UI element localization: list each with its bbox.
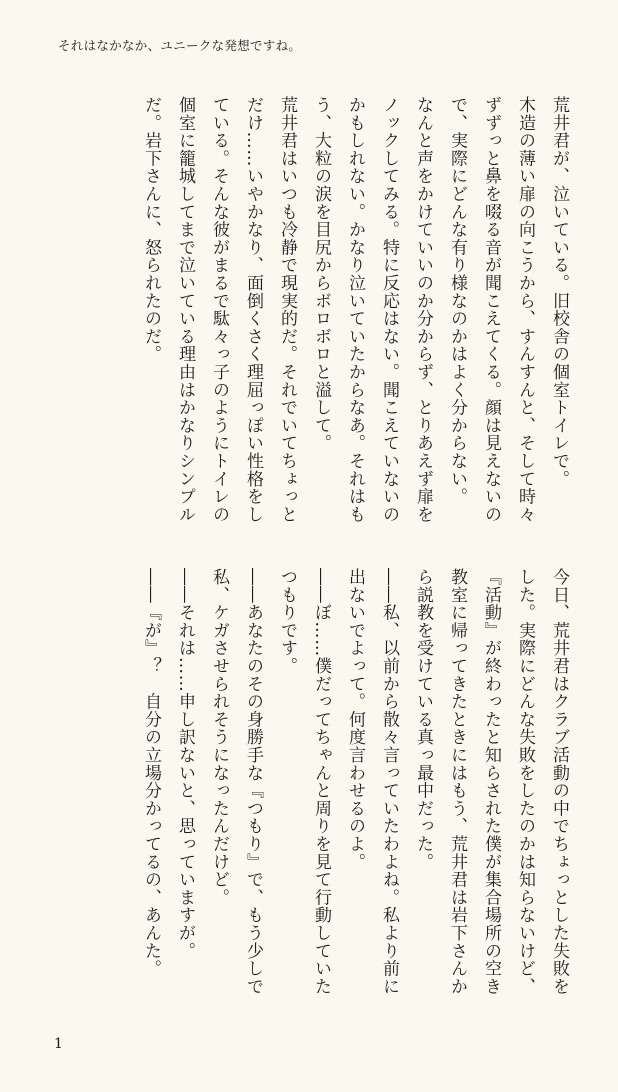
dialogue-line: ――私、以前から散々言っていたわよね。私より前に出ないでよって。何度言わせるのよ。 <box>345 568 399 996</box>
paragraph: 今日、荒井君はクラブ活動の中でちょっとした失敗をした。実際にどんな失敗をしたのかは知らないけど、『活動』が終わったと知らされた僕が集合場所の空き教室に帰ってきたときにはもう、荒井君は岩下さんから説教を受けている真っ最中だった。 <box>413 568 569 996</box>
paragraph: 木造の薄い扉の向こうから、すんすんと、そして時々ずずっと鼻を啜る音が聞こえてくる。顔は見えないので、実際にどんな有り様なのかはよく分からない。 <box>447 96 535 524</box>
dialogue-line: ――それは……申し訳ないと、思っていますが。 <box>175 568 195 960</box>
paragraph: 荒井君はいつも冷静で現実的だ。それでいてちょっとだけ……いやかなり、面倒くさく理屈っぽい性格をしている。そんな彼がまるで駄々っ子のようにトイレの個室に籠城してまで泣いている理由はかなりシンプルだ。岩下さんに、怒られたのだ。 <box>141 96 297 524</box>
paragraph: なんと声をかけていいのか分からず、とりあえず扉をノックしてみる。特に反応はない。聞こえていないのかもしれない。かなり泣いていたからなあ。それはもう、大粒の涙を目尻からボロボロと溢して。 <box>311 96 433 524</box>
paragraph: 荒井君が、泣いている。旧校舎の個室トイレで。 <box>549 96 569 488</box>
dialogue-line: ――『が』？ 自分の立場分かってるの、あんた。 <box>141 568 161 978</box>
running-header: それはなかなか、ユニークな発想ですね。 <box>58 38 302 53</box>
dialogue-line: ――ぼ……僕だってちゃんと周りを見て行動していたつもりです。 <box>277 568 331 996</box>
dialogue-line: ――あなたのその身勝手な『つもり』で、もう少しで私、ケガさせられそうになったんだけど。 <box>209 568 263 996</box>
text-block-bottom <box>56 568 576 998</box>
text-block-top <box>56 96 576 526</box>
page-number: 1 <box>54 1036 63 1052</box>
